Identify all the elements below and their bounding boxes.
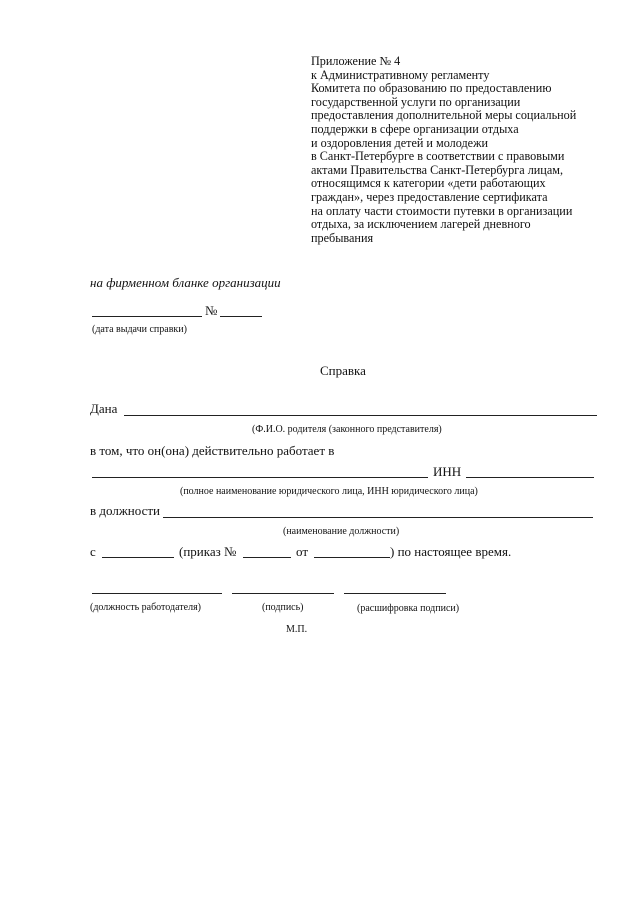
position-label: в должности <box>90 503 160 518</box>
order-date-line[interactable] <box>314 557 390 558</box>
appendix-line: государственной услуги по организации <box>311 94 521 109</box>
signature-decoding-line[interactable] <box>344 593 446 594</box>
appendix-header <box>311 55 611 245</box>
appendix-line: пребывания <box>311 230 374 245</box>
appendix-line: и оздоровления детей и молодежи <box>311 135 489 150</box>
letterhead-note: на фирменном бланке организации <box>90 275 281 290</box>
stamp-place: М.П. <box>286 624 308 635</box>
period-till-text: ) по настоящее время. <box>390 544 512 559</box>
parent-caption: (Ф.И.О. родителя (законного представителя) <box>252 424 442 435</box>
appendix-line: отдыха, за исключением лагерей дневного <box>311 217 531 232</box>
position-caption: (наименование должности) <box>283 526 400 537</box>
number-sign: № <box>205 303 218 318</box>
issue-date-caption: (дата выдачи справки) <box>92 324 187 335</box>
appendix-line: относящимся к категории «дети работающих <box>311 176 546 191</box>
organization-caption: (полное наименование юридического лица, ИНН юридического лица) <box>180 486 478 497</box>
inn-line[interactable] <box>466 477 594 478</box>
parent-name-line[interactable] <box>124 415 597 416</box>
appendix-line: актами Правительства Санкт-Петербурга лицам, <box>311 162 563 177</box>
order-date-label: от <box>296 544 309 559</box>
appendix-line: Комитета по образованию по предоставлению <box>311 81 552 96</box>
appendix-line: граждан», через предоставление сертификата <box>311 189 548 204</box>
signature-caption: (подпись) <box>262 602 304 613</box>
employer-position-caption: (должность работодателя) <box>90 602 201 613</box>
start-date-line[interactable] <box>102 557 174 558</box>
period-from-label: с <box>90 544 96 559</box>
appendix-line: на оплату части стоимости путевки в организации <box>311 203 573 218</box>
signature-line[interactable] <box>232 593 334 594</box>
appendix-line: Приложение № 4 <box>311 54 401 68</box>
document-title: Справка <box>320 363 366 378</box>
inn-label: ИНН <box>433 464 462 479</box>
organization-line[interactable] <box>92 477 428 478</box>
issue-number-line[interactable] <box>220 316 262 317</box>
order-label: (приказ № <box>179 544 237 559</box>
issue-date-line[interactable] <box>92 316 202 317</box>
employer-position-line[interactable] <box>92 593 222 594</box>
order-number-line[interactable] <box>243 557 291 558</box>
appendix-line: поддержки в сфере организации отдыха <box>311 121 519 136</box>
given-label: Дана <box>90 401 118 416</box>
appendix-line: в Санкт-Петербурге в соответствии с правовыми <box>311 149 565 164</box>
works-text: в том, что он(она) действительно работает в <box>90 443 335 458</box>
signature-decoding-caption: (расшифровка подписи) <box>357 603 460 614</box>
appendix-line: предоставления дополнительной меры социальной <box>311 108 577 123</box>
position-line[interactable] <box>163 517 593 518</box>
appendix-line: к Административному регламенту <box>311 67 490 82</box>
